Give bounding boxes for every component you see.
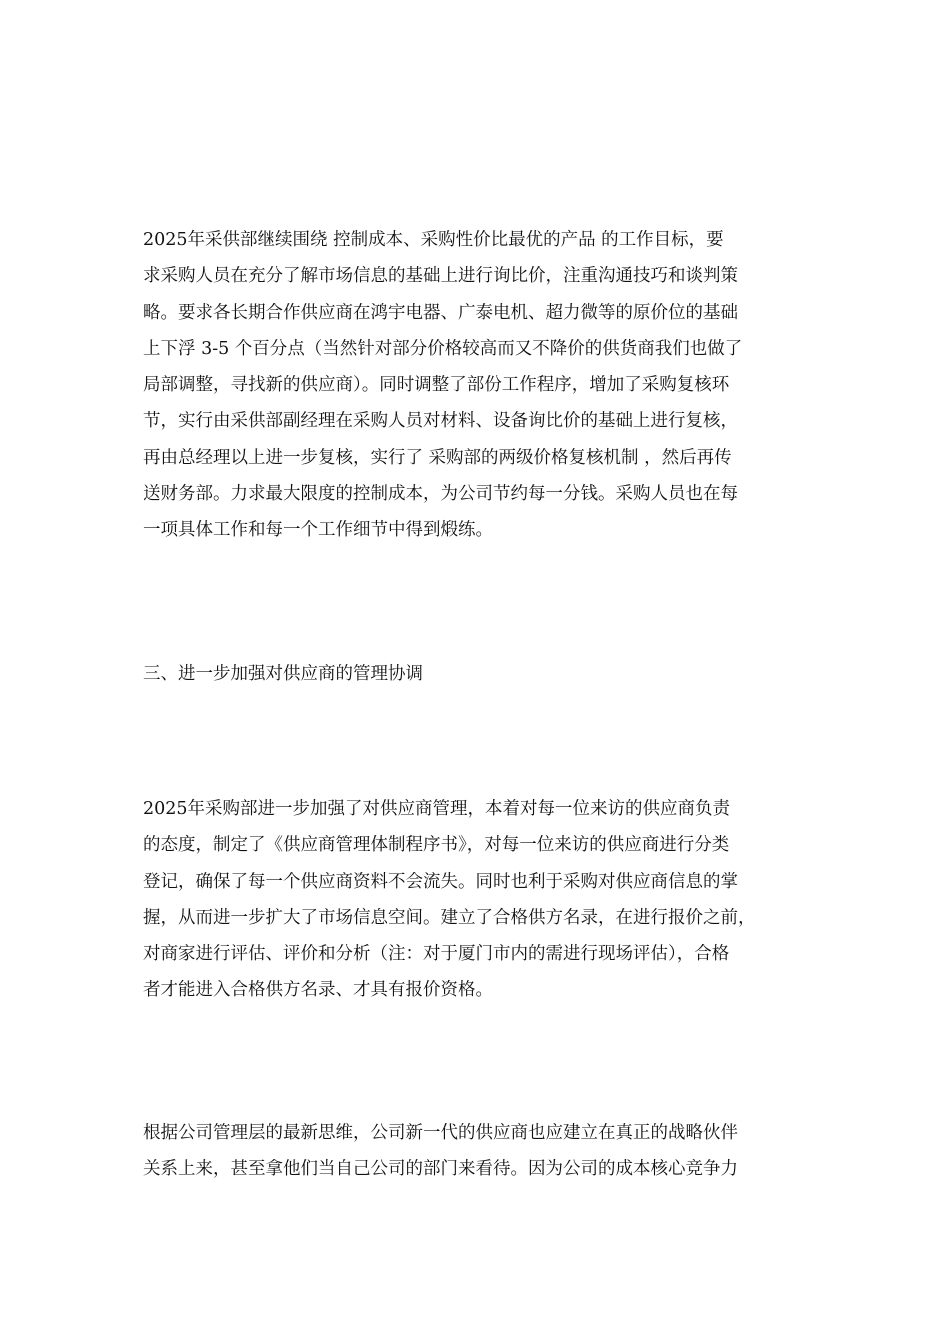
paragraph-supplier-management: [143, 791, 803, 1009]
text-line: 局部调整，寻找新的供应商）。同时调整了部份工作程序，增加了采购复核环: [143, 375, 730, 396]
text-line: 略。要求各长期合作供应商在鸿宇电器、广泰电机、超力微等的原价位的基础: [143, 302, 738, 323]
text-line: 对商家进行评估、评价和分析（注：对于厦门市内的需进行现场评估），合格: [143, 944, 730, 965]
paragraph-cost-control: [143, 222, 803, 549]
text-line: 的态度，制定了《供应商管理体制程序书》，对每一位来访的供应商进行分类: [143, 835, 730, 856]
text-line: 根据公司管理层的最新思维，公司新一代的供应商也应建立在真正的战略伙伴: [143, 1123, 738, 1143]
paragraph-strategic-partners: [143, 1115, 803, 1188]
text-line: 上下浮 3-5 个百分点（当然针对部分价格较高而又不降价的供货商我们也做了: [143, 338, 743, 359]
text-line: 登记，确保了每一个供应商资料不会流失。同时也利于采购对供应商信息的掌: [143, 871, 738, 892]
text-line: 2025年采购部进一步加强了对供应商管理，本着对每一位来访的供应商负责: [143, 799, 731, 819]
text-line: 一项具体工作和每一个工作细节中得到煅练。: [143, 520, 493, 541]
text-line: 关系上来，甚至拿他们当自己公司的部门来看待。因为公司的成本核心竞争力: [143, 1159, 738, 1180]
text-line: 2025年采供部继续围绕 控制成本、采购性价比最优的产品 的工作目标，要: [143, 230, 724, 250]
heading-text: 三、进一步加强对供应商的管理协调: [143, 664, 423, 684]
text-line: 者才能进入合格供方名录、才具有报价资格。: [143, 980, 493, 1001]
text-line: 求采购人员在充分了解市场信息的基础上进行询比价，注重沟通技巧和谈判策: [143, 266, 738, 287]
text-line: 节，实行由采供部副经理在采购人员对材料、设备询比价的基础上进行复核，: [143, 411, 738, 432]
text-line: 握，从而进一步扩大了市场信息空间。建立了合格供方名录，在进行报价之前，: [143, 907, 756, 928]
text-line: 送财务部。力求最大限度的控制成本，为公司节约每一分钱。采购人员也在每: [143, 484, 738, 505]
text-line: 再由总经理以上进一步复核，实行了 采购部的两级价格复核机制 ，然后再传: [143, 447, 732, 468]
section-heading: [143, 656, 803, 692]
